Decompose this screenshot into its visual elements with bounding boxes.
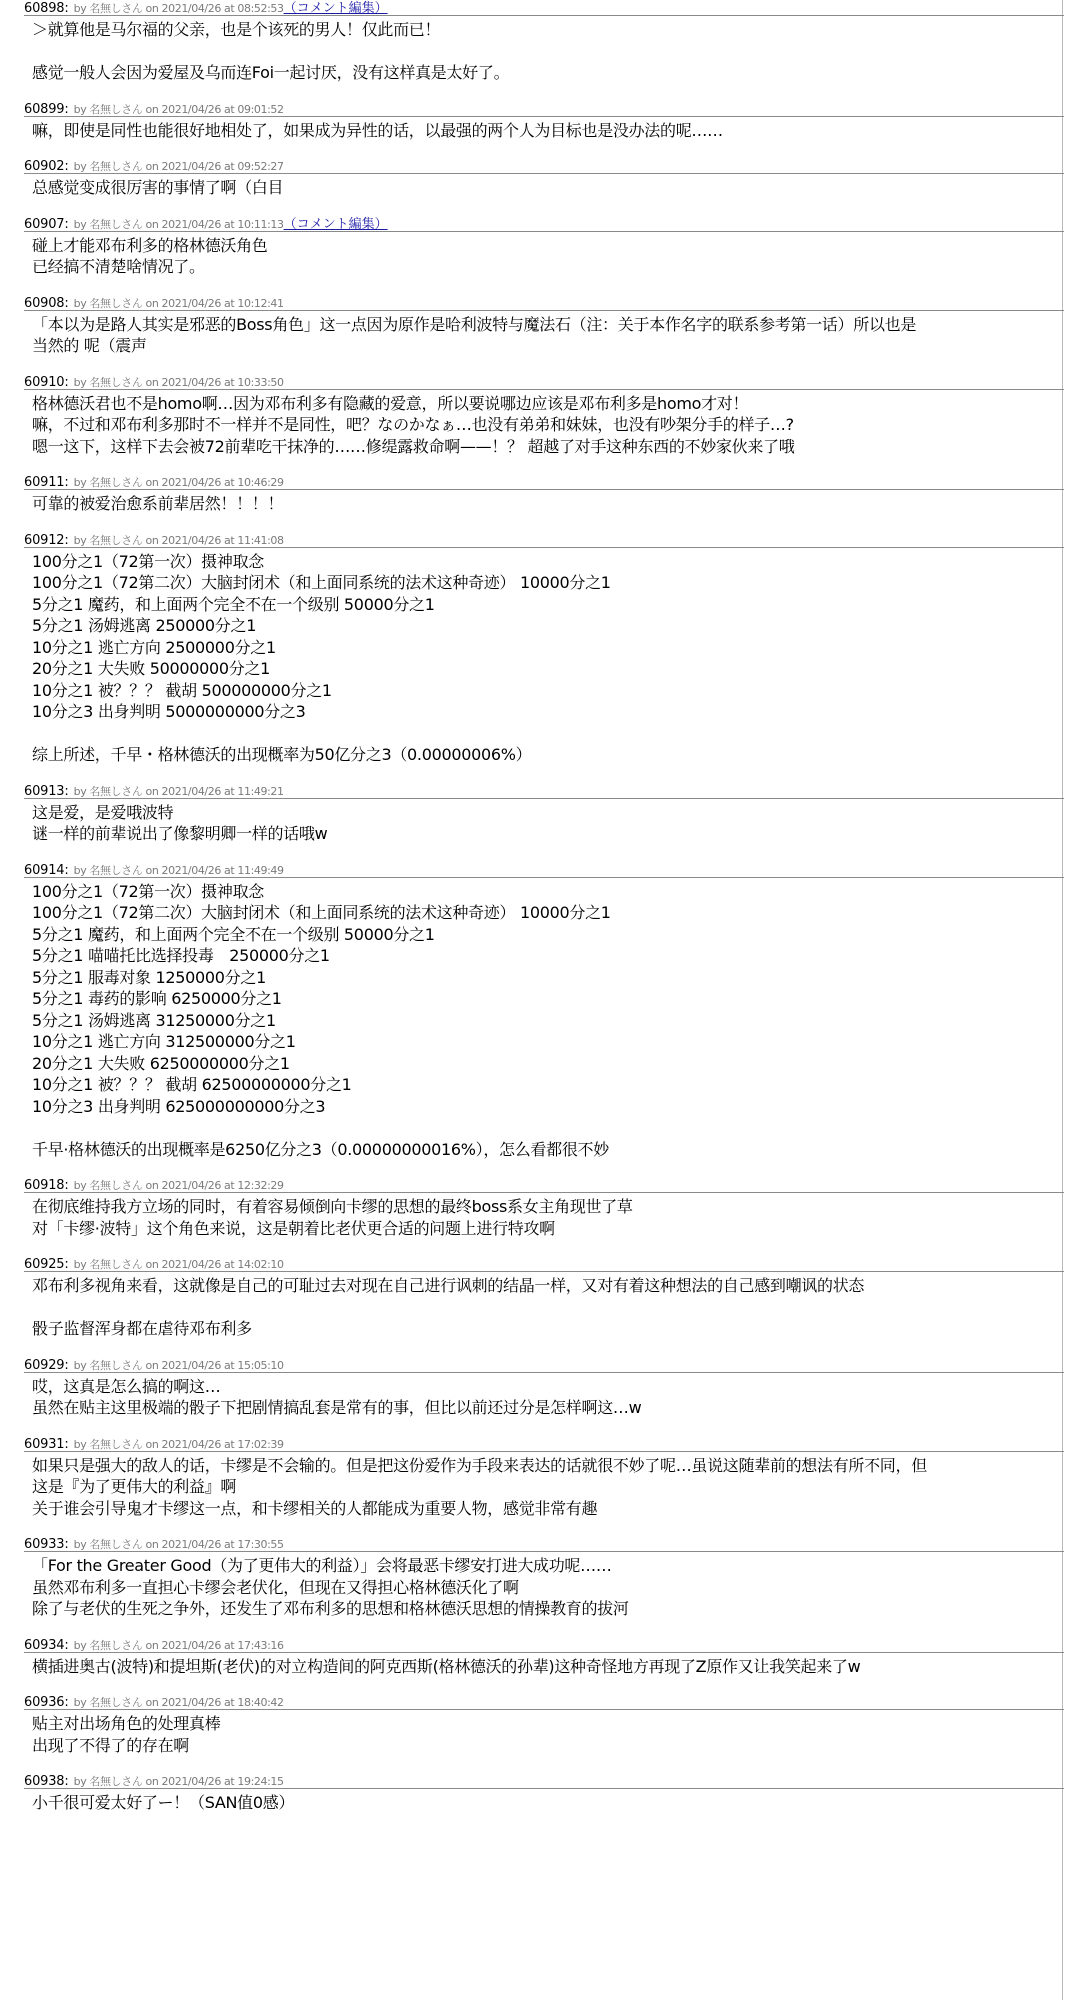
comment bbox=[24, 1773, 1062, 1831]
comment-meta: by 名無しさん on 2021/04/26 at 11:49:49 bbox=[73, 863, 284, 877]
comment-line: 5分之1 汤姆逃离 250000分之1 bbox=[32, 616, 257, 635]
comment-line: 哎，这真是怎么搞的啊这… bbox=[32, 1376, 221, 1396]
comment-line: 碰上才能邓布利多的格林德沃角色 bbox=[32, 235, 268, 255]
comment-number: 60938: bbox=[24, 1774, 69, 1789]
comment-line: 5分之1 服毒对象 1250000分之1 bbox=[32, 967, 266, 987]
comment-number: 60902: bbox=[24, 159, 69, 174]
comment-line: 综上所述，千早・格林德沃的出现概率为50亿分之3（0.00000006%） bbox=[32, 745, 532, 764]
comment bbox=[24, 1436, 1062, 1537]
comment-meta: by 名無しさん on 2021/04/26 at 11:41:08 bbox=[73, 533, 284, 547]
comment-number: 60914: bbox=[24, 862, 69, 878]
comment-line: 「本以为是路人其实是邪恶的Boss角色」这一点因为原作是哈利波特与魔法石（注：关于本作名字的联系参考第一话）所以也是 bbox=[32, 314, 917, 334]
comment-line: 虽然邓布利多一直担心卡缪会老伏化，但现在又得担心格林德沃化了啊 bbox=[32, 1577, 519, 1597]
comment-header bbox=[24, 1177, 1064, 1193]
comment-number: 60934: bbox=[24, 1637, 69, 1653]
comment-body bbox=[24, 548, 1062, 766]
comment-header bbox=[24, 862, 1064, 878]
comment-meta: by 名無しさん on 2021/04/26 at 09:01:52 bbox=[73, 102, 284, 116]
comment-line: 100分之1（72第一次）摄神取念 bbox=[32, 551, 264, 571]
comment-header bbox=[24, 783, 1064, 799]
comment-line: 10分之3 出身判明 5000000000分之3 bbox=[32, 702, 306, 721]
comment-line: 「For the Greater Good（为了更伟大的利益）」会将最恶卡缪安打进大成功呢…… bbox=[32, 1556, 612, 1575]
comment bbox=[24, 474, 1062, 532]
comment-line: 骰子监督浑身都在虐待邓布利多 bbox=[32, 1319, 252, 1338]
comment-body bbox=[24, 799, 1062, 845]
comment-line bbox=[32, 723, 1062, 745]
comment-header bbox=[24, 374, 1064, 390]
comment-line: 10分之1 逃亡方向 312500000分之1 bbox=[32, 1032, 296, 1051]
comment-line: 5分之1 魔药，和上面两个完全不在一个级别 50000分之1 bbox=[32, 924, 435, 944]
comment bbox=[24, 374, 1062, 475]
comment bbox=[24, 1694, 1062, 1773]
comment-body bbox=[24, 1789, 1062, 1814]
comment bbox=[24, 1536, 1062, 1637]
comment-number: 60898: bbox=[24, 1, 69, 16]
comment-line: 5分之1 毒药的影响 6250000分之1 bbox=[32, 989, 282, 1008]
comment-body bbox=[24, 1373, 1062, 1419]
comment-line: 贴主对出场角色的处理真棒 bbox=[32, 1714, 221, 1733]
comment-number: 60936: bbox=[24, 1695, 69, 1710]
comment bbox=[24, 862, 1062, 1178]
comment-meta: by 名無しさん on 2021/04/26 at 15:05:10 bbox=[73, 1358, 284, 1372]
comment-line: 嘛，不过和邓布利多那时不一样并不是同性，吧？なのかなぁ…也没有弟弟和妹妹，也没有吵架分手的样子…? bbox=[32, 415, 794, 434]
comment-line: 格林德沃君也不是homo啊…因为邓布利多有隐藏的爱意，所以要说哪边应该是邓布利多是homo才对！ bbox=[32, 393, 749, 413]
comment-header bbox=[24, 1536, 1064, 1552]
comment-meta: by 名無しさん on 2021/04/26 at 17:02:39 bbox=[73, 1437, 284, 1451]
comment-line: 出现了不得了的存在啊 bbox=[32, 1735, 190, 1755]
comment-meta: by 名無しさん on 2021/04/26 at 14:02:10 bbox=[73, 1258, 284, 1271]
comment-meta: by 名無しさん on 2021/04/26 at 10:12:41 bbox=[73, 296, 284, 310]
comment-body bbox=[24, 1452, 1062, 1520]
comment-number: 60908: bbox=[24, 295, 69, 311]
comment-body bbox=[24, 16, 1062, 84]
comment-number: 60931: bbox=[24, 1436, 69, 1452]
comment-number: 60899: bbox=[24, 101, 69, 117]
comment bbox=[24, 295, 1062, 374]
comment-line: 在彻底维持我方立场的同时，有着容易倾倒向卡缪的思想的最终boss系女主角现世了草 bbox=[32, 1197, 633, 1216]
comment-line bbox=[32, 1117, 1062, 1139]
comment-body bbox=[24, 1710, 1062, 1756]
comment-line: 横插进奥古(波特)和提坦斯(老伏)的对立构造间的阿克西斯(格林德沃的孙辈)这种奇怪地方再现了Z原作又让我笑起来了w bbox=[32, 1656, 861, 1676]
comment-line: ＞就算他是马尔福的父亲，也是个该死的男人！仅此而已！ bbox=[32, 20, 441, 39]
comment-header bbox=[24, 1773, 1064, 1789]
comment-line: 20分之1 大失败 50000000分之1 bbox=[32, 659, 271, 678]
comment bbox=[24, 783, 1062, 862]
comment-line: 已经搞不清楚啥情况了。 bbox=[32, 257, 205, 276]
comment-header bbox=[24, 158, 1064, 174]
comment-header bbox=[24, 1694, 1064, 1710]
comment bbox=[24, 1637, 1062, 1695]
comment-body bbox=[24, 1272, 1062, 1340]
comment-line: 虽然在贴主这里极端的骰子下把剧情搞乱套是常有的事，但比以前还过分是怎样啊这…w bbox=[32, 1398, 642, 1417]
comment-line: 10分之1 被？？？ 截胡 62500000000分之1 bbox=[32, 1075, 352, 1094]
comment-line: 千早·格林德沃的出现概率是6250亿分之3（0.00000000016%），怎么看都很不妙 bbox=[32, 1139, 609, 1159]
comment-meta: by 名無しさん on 2021/04/26 at 10:11:13 bbox=[73, 217, 284, 231]
comment-body bbox=[24, 1193, 1062, 1239]
comment-body bbox=[24, 232, 1062, 278]
comment-line: 这是爱，是爱哦波特 bbox=[32, 802, 174, 822]
comment-line: 如果只是强大的敌人的话，卡缪是不会输的。但是把这份爱作为手段来表达的话就很不妙了呢…虽说这随辈前的想法有所不同，但 bbox=[32, 1455, 927, 1475]
comment-line: 小千很可爱太好了ー！（SAN值0感） bbox=[32, 1793, 295, 1812]
edit-comment-link[interactable]: （コメント編集） bbox=[283, 1, 388, 16]
comment-line: 100分之1（72第二次）大脑封闭术（和上面同系统的法术这种奇迹） 10000分之1 bbox=[32, 903, 611, 922]
comment-line: 10分之1 被？？？ 截胡 500000000分之1 bbox=[32, 680, 332, 700]
comment-body bbox=[24, 390, 1062, 458]
comment-line: 5分之1 魔药，和上面两个完全不在一个级别 50000分之1 bbox=[32, 594, 435, 614]
comment-line: 10分之3 出身判明 625000000000分之3 bbox=[32, 1096, 326, 1116]
comment-line: 5分之1 汤姆逃离 31250000分之1 bbox=[32, 1010, 276, 1030]
comment-number: 60929: bbox=[24, 1357, 69, 1373]
comment bbox=[24, 1256, 1062, 1357]
comment-number: 60933: bbox=[24, 1537, 69, 1552]
comment-body bbox=[24, 117, 1062, 142]
comment-header bbox=[24, 532, 1064, 548]
comment-body bbox=[24, 1552, 1062, 1620]
comment-line: 10分之1 逃亡方向 2500000分之1 bbox=[32, 637, 276, 657]
comment-line: 100分之1（72第一次）摄神取念 bbox=[32, 881, 264, 901]
comment-header bbox=[24, 474, 1064, 490]
comment-line: 谜一样的前辈说出了像黎明卿一样的话哦w bbox=[32, 824, 328, 843]
comment-meta: by 名無しさん on 2021/04/26 at 08:52:53 bbox=[73, 2, 284, 15]
comment-meta: by 名無しさん on 2021/04/26 at 12:32:29 bbox=[73, 1179, 284, 1192]
comment-number: 60907: bbox=[24, 216, 69, 232]
comment-meta: by 名無しさん on 2021/04/26 at 19:24:15 bbox=[73, 1775, 284, 1788]
comment-meta: by 名無しさん on 2021/04/26 at 18:40:42 bbox=[73, 1696, 284, 1709]
comment-line: 5分之1 喵喵托比选择投毒 250000分之1 bbox=[32, 946, 330, 965]
comment-line: 这是『为了更伟大的利益』啊 bbox=[32, 1477, 237, 1496]
comment-number: 60912: bbox=[24, 532, 69, 548]
comment-line: 对「卡缪·波特」这个角色来说，这是朝着比老伏更合适的问题上进行特攻啊 bbox=[32, 1218, 555, 1238]
comment-line: 可靠的被爱治愈系前辈居然！！！！ bbox=[32, 494, 284, 513]
comment-body bbox=[24, 878, 1062, 1161]
comment-body bbox=[24, 174, 1062, 199]
comment-header bbox=[24, 1637, 1064, 1653]
comment bbox=[24, 1357, 1062, 1436]
comment-meta: by 名無しさん on 2021/04/26 at 11:49:21 bbox=[73, 784, 284, 798]
comment-number: 60918: bbox=[24, 1178, 69, 1193]
comment-number: 60925: bbox=[24, 1257, 69, 1272]
comment-number: 60910: bbox=[24, 374, 69, 390]
comment-header bbox=[24, 216, 1064, 232]
comment-meta: by 名無しさん on 2021/04/26 at 10:33:50 bbox=[73, 375, 284, 389]
comment-line: 总感觉变成很厉害的事情了啊（白目 bbox=[32, 178, 284, 197]
comment bbox=[24, 158, 1062, 216]
comment-body bbox=[24, 1653, 1062, 1678]
comment-header bbox=[24, 1436, 1064, 1452]
comment-meta: by 名無しさん on 2021/04/26 at 10:46:29 bbox=[73, 476, 284, 489]
comment-line: 20分之1 大失败 6250000000分之1 bbox=[32, 1053, 290, 1073]
comment-meta: by 名無しさん on 2021/04/26 at 09:52:27 bbox=[73, 160, 284, 173]
comment bbox=[24, 216, 1062, 295]
comment-meta: by 名無しさん on 2021/04/26 at 17:43:16 bbox=[73, 1638, 284, 1652]
comment-line: 嘛，即使是同性也能很好地相处了，如果成为异性的话，以最强的两个人为目标也是没办法的呢…… bbox=[32, 120, 723, 140]
comment bbox=[24, 101, 1062, 159]
comment-header bbox=[24, 1357, 1064, 1373]
comment bbox=[24, 1177, 1062, 1256]
comment-line: 感觉一般人会因为爱屋及乌而连Foi一起讨厌，没有这样真是太好了。 bbox=[32, 63, 510, 82]
comment-line bbox=[32, 41, 1062, 63]
comment-number: 60911: bbox=[24, 475, 69, 490]
comment-header bbox=[24, 295, 1064, 311]
comment-body bbox=[24, 311, 1062, 357]
comment-number: 60913: bbox=[24, 783, 69, 799]
comment-line: 嗯一这下，这样下去会被72前辈吃干抹净的……修缇露救命啊——！？ 超越了对手这种东西的不妙家伙来了哦 bbox=[32, 436, 795, 456]
comment-header bbox=[24, 1256, 1064, 1272]
edit-comment-link[interactable]: （コメント編集） bbox=[283, 216, 388, 232]
comment-line: 关于谁会引导鬼才卡缪这一点，和卡缪相关的人都能成为重要人物，感觉非常有趣 bbox=[32, 1498, 598, 1518]
comment-line: 邓布利多视角来看，这就像是自己的可耻过去对现在自己进行讽刺的结晶一样，又对有着这种想法的自己感到嘲讽的状态 bbox=[32, 1276, 865, 1295]
comment bbox=[24, 532, 1062, 783]
comment-body bbox=[24, 490, 1062, 515]
comment-line: 100分之1（72第二次）大脑封闭术（和上面同系统的法术这种奇迹） 10000分之1 bbox=[32, 573, 611, 592]
comment-line bbox=[32, 1297, 1062, 1319]
comment-meta: by 名無しさん on 2021/04/26 at 17:30:55 bbox=[73, 1538, 284, 1551]
comment-line: 除了与老伏的生死之争外，还发生了邓布利多的思想和格林德沃思想的情操教育的拔河 bbox=[32, 1599, 629, 1618]
comment-header bbox=[24, 0, 1064, 16]
comment-header bbox=[24, 101, 1064, 117]
comment-line: 当然的 呢（震声 bbox=[32, 336, 147, 355]
comment bbox=[24, 0, 1062, 101]
